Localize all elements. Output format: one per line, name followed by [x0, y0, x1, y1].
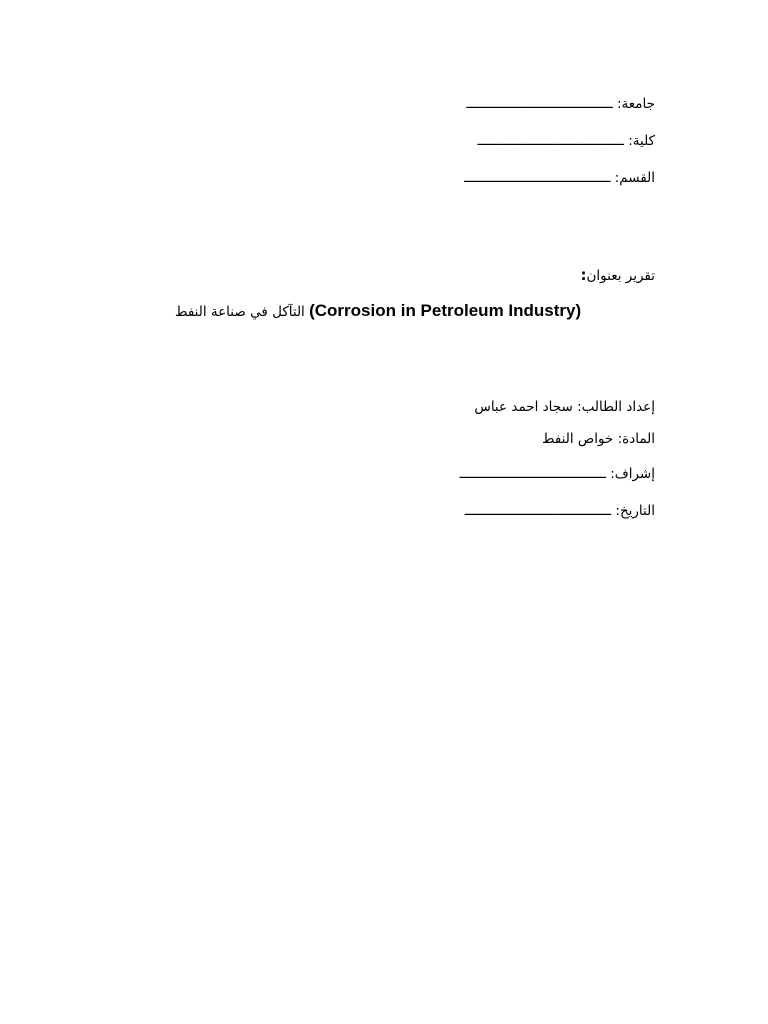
report-label-colon: :: [580, 266, 587, 284]
prepared-by-line: إعداد الطالب: سجاد احمد عباس: [474, 399, 655, 415]
college-line: كلية: ـــــــــــــــــــــــــــــــــــــ: [477, 133, 655, 149]
supervision-line: إشراف: ـــــــــــــــــــــــــــــــــــــ: [459, 466, 655, 482]
report-title-arabic: التآكل في صناعة النفط: [175, 304, 305, 320]
report-title-english: (Corrosion in Petroleum Industry): [309, 301, 582, 320]
report-title: [175, 301, 581, 322]
date-line: التاريخ: ـــــــــــــــــــــــــــــــــــــ: [464, 503, 655, 519]
report-label: [580, 266, 655, 285]
department-line: القسم: ـــــــــــــــــــــــــــــــــــــ: [464, 170, 655, 186]
subject-line: المادة: خواص النفط: [542, 431, 655, 447]
report-label-text: تقرير بعنوان: [586, 268, 655, 284]
university-line: جامعة: ـــــــــــــــــــــــــــــــــــــ: [466, 96, 655, 112]
